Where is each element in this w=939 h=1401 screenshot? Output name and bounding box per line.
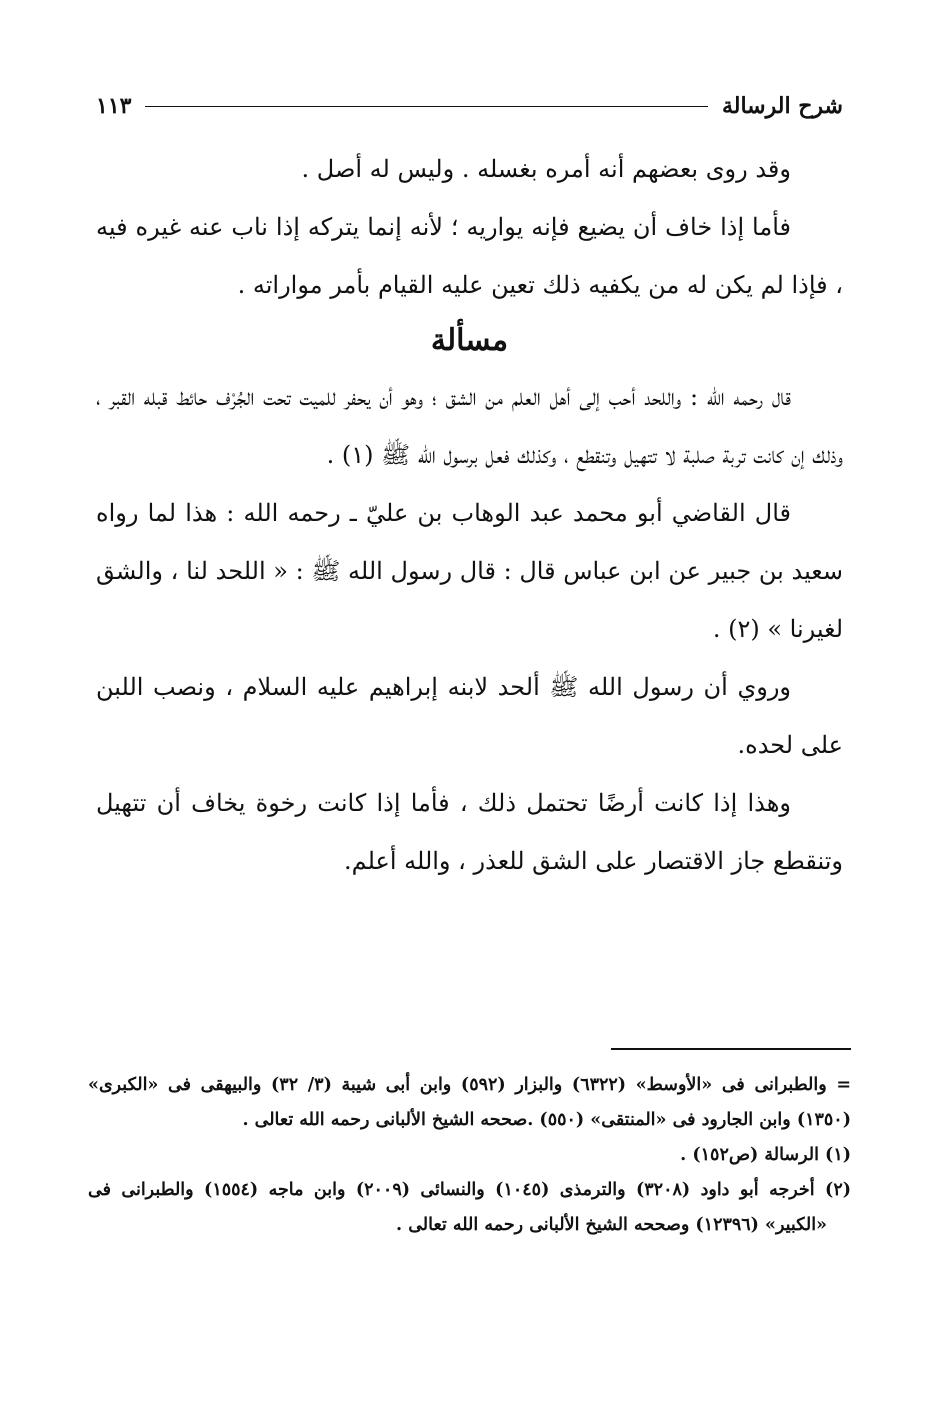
- paragraph: فأما إذا خاف أن يضيع فإنه يواريه ؛ لأنه إنما يتركه إذا ناب عنه غيره فيه ، فإذا لم يكن له من يكفيه ذلك تعين عليه القيام بأمر مواراته .: [96, 213, 843, 299]
- running-title: شرح الرسالة: [721, 93, 843, 119]
- footnote-1: (١) الرسالة (ص١٥٢) .: [680, 1145, 851, 1165]
- paragraph: وهذا إذا كانت أرضًا تحتمل ذلك ، فأما إذا كانت رخوة يخاف أن تتهيل وتنقطع جاز الاقتصار على الشق للعذر ، والله أعلم.: [96, 789, 843, 875]
- footnote-separator: [611, 1048, 851, 1050]
- header-rule: [145, 106, 708, 107]
- paragraph: قال القاضي أبو محمد عبد الوهاب بن عليّ ـ رحمه الله : هذا لما رواه سعيد بن جبير عن ابن عباس قال : قال رسول الله ﷺ : « اللحد لنا ، والشق لغيرنا » (٢) .: [96, 499, 843, 643]
- main-text: [96, 140, 843, 890]
- page-header: [96, 88, 843, 124]
- section-heading: مسألة: [430, 323, 509, 358]
- page-number: ١١٣: [96, 93, 132, 119]
- footnotes: [88, 1068, 851, 1243]
- paragraph: وقد روى بعضهم أنه أمره بغسله . وليس له أصل .: [301, 155, 791, 183]
- footnote-2: (٢) أخرجه أبو داود (٣٢٠٨) والترمذى (١٠٤٥) والنسائى (٢٠٠٩) وابن ماجه (١٥٥٤) والطبرانى فى «الكبير» (١٢٣٩٦) وصححه الشيخ الألبانى رحمه الله تعالى .: [88, 1180, 851, 1235]
- paragraph: قال رحمه الله : واللحد أحب إلى أهل العلم من الشق ؛ وهو أن يحفر للميت تحت الجُرْف حائط قبله القبر ، وذلك إن كانت تربة صلبة لا تتهيل وتنقطع ، وكذلك فعل برسول الله ﷺ (١) .: [96, 383, 843, 469]
- footnote-continuation: = والطبرانى فى «الأوسط» (٦٣٢٢) والبزار (٥٩٢) وابن أبى شيبة (٣/ ٣٢) والبيهقى فى «الكبرى» (١٣٥٠) وابن الجارود فى «المنتقى» (٥٥٠) .صححه الشيخ الألبانى رحمه الله تعالى .: [88, 1075, 852, 1130]
- paragraph: وروي أن رسول الله ﷺ ألحد لابنه إبراهيم عليه السلام ، ونصب اللبن على لحده.: [96, 673, 843, 759]
